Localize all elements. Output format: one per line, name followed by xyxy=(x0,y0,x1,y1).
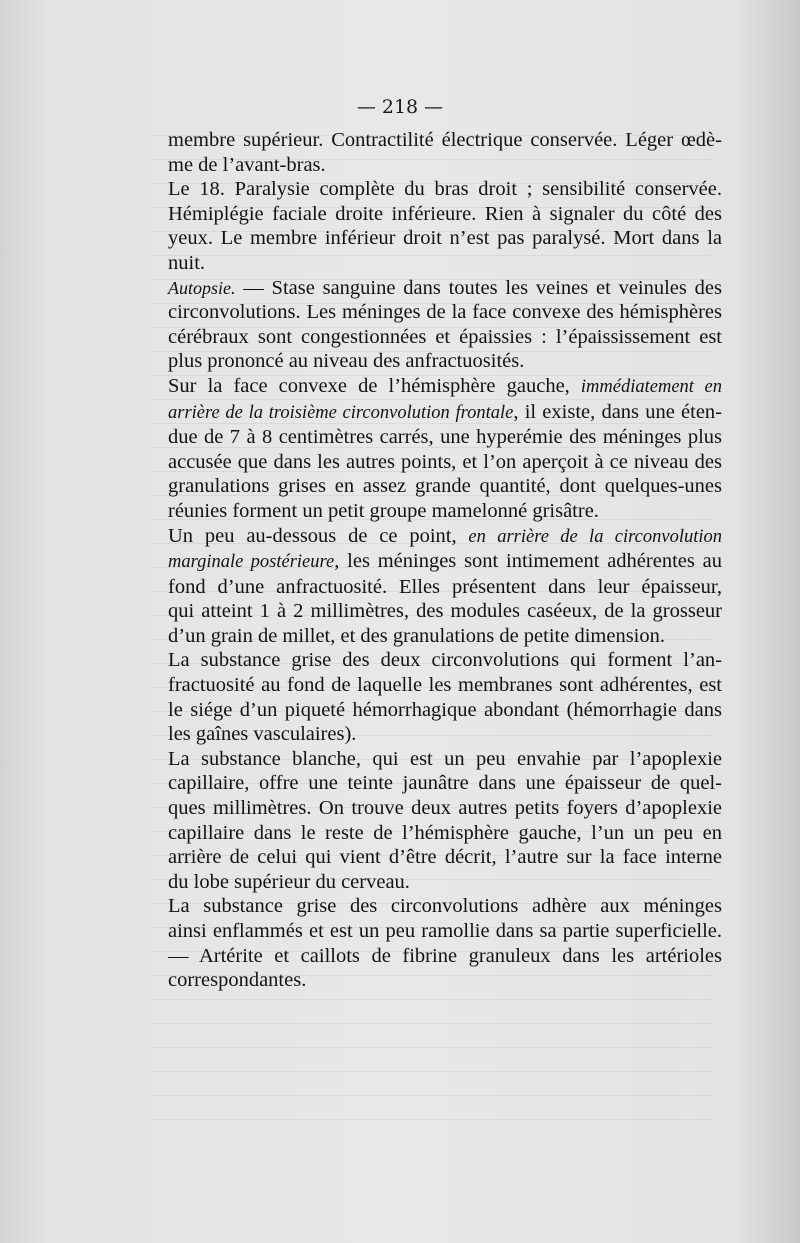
paragraph xyxy=(168,648,722,746)
italic-fragment: marginale postérieure xyxy=(168,552,335,573)
text-fragment: Un peu au-dessous de ce point, xyxy=(168,524,469,547)
text-line: les gaînes vasculaires). xyxy=(168,723,357,746)
paragraph xyxy=(168,177,722,275)
paragraph xyxy=(168,747,722,895)
paragraph xyxy=(168,128,722,177)
text-line: La substance blanche, qui est un peu envahie par l’apoplexie xyxy=(168,747,722,770)
text-line: réunies forment un petit groupe mamelonné grisâtre. xyxy=(168,499,599,522)
text-line: La substance grise des deux circonvolutions qui forment l’an- xyxy=(168,649,722,672)
text-line: ques millimètres. On trouve deux autres petits foyers d’apoplexie xyxy=(168,797,722,820)
text-line: arrière de celui qui vient d’être décrit, l’autre sur la face interne xyxy=(168,846,722,869)
text-line: membre supérieur. Contractilité électrique conservée. Léger œdè- xyxy=(168,129,722,151)
text-line: accusée que dans les autres points, et l’on aperçoit à ce niveau des xyxy=(168,450,722,473)
text-line: capillaire, offre une teinte jaunâtre dans une épaisseur de quel- xyxy=(168,772,722,795)
text-line xyxy=(168,524,722,550)
text-line xyxy=(168,374,722,400)
italic-fragment: immédiatement en xyxy=(580,376,722,397)
text-line: cérébraux sont congestionnées et épaissies : l’épaississement est xyxy=(168,325,722,348)
text-line: me de l’avant-bras. xyxy=(168,153,326,176)
text-fragment: — Stase sanguine dans toutes les veines et veinules des xyxy=(235,276,722,299)
text-line: plus prononcé au niveau des anfractuosités. xyxy=(168,350,525,373)
text-line: le siége d’un piqueté hémorrhagique abondant (hémorrhagie dans xyxy=(168,698,722,721)
body-text xyxy=(168,128,722,993)
paragraph xyxy=(168,374,722,524)
paragraph xyxy=(168,524,722,649)
text-fragment: , il existe, dans une éten- xyxy=(513,400,723,423)
text-line: — Artérite et caillots de fibrine granuleux dans les artérioles xyxy=(168,944,722,967)
text-line: capillaire dans le reste de l’hémisphère gauche, l’un un peu en xyxy=(168,821,722,844)
italic-fragment: en arrière de la circonvolution xyxy=(468,526,722,547)
text-fragment: , les méninges sont intimement adhérentes au xyxy=(334,550,722,573)
text-line: fond d’une anfractuosité. Elles présentent dans leur épaisseur, xyxy=(168,575,722,598)
page-number: — 218 — xyxy=(356,96,444,118)
text-line: yeux. Le membre inférieur droit n’est pas paralysé. Mort dans la xyxy=(168,227,722,250)
paragraph xyxy=(168,276,722,374)
text-line xyxy=(168,276,722,301)
text-line: d’un grain de millet, et des granulations de petite dimension. xyxy=(168,624,666,647)
italic-fragment: arrière de la troisième circonvolution frontale xyxy=(168,402,514,423)
text-line: granulations grises en assez grande quantité, dont quelques-unes xyxy=(168,475,722,498)
text-line: La substance grise des circonvolutions adhère aux méninges xyxy=(168,895,722,918)
text-line: fractuosité au fond de laquelle les membranes sont adhérentes, est xyxy=(168,674,722,697)
text-line: du lobe supérieur du cerveau. xyxy=(168,870,410,893)
text-line xyxy=(168,549,722,575)
text-line: ainsi enflammés et est un peu ramollie dans sa partie superficielle. xyxy=(168,920,722,942)
text-line: due de 7 à 8 centimètres carrés, une hyperémie des méninges plus xyxy=(168,426,722,449)
text-line: nuit. xyxy=(168,251,206,274)
text-line: qui atteint 1 à 2 millimètres, des modules caséeux, de la grosseur xyxy=(168,600,722,623)
autopsy-heading: Autopsie. xyxy=(168,277,236,298)
text-line: correspondantes. xyxy=(168,969,307,992)
paragraph xyxy=(168,894,722,992)
text-line xyxy=(168,400,722,426)
text-line: Hémiplégie faciale droite inférieure. Rien à signaler du côté des xyxy=(168,202,722,225)
text-fragment: Sur la face convexe de l’hémisphère gauche, xyxy=(168,374,581,397)
text-line: Le 18. Paralysie complète du bras droit ; sensibilité conservée. xyxy=(168,178,722,201)
text-line: circonvolutions. Les méninges de la face convexe des hémisphères xyxy=(168,301,722,324)
